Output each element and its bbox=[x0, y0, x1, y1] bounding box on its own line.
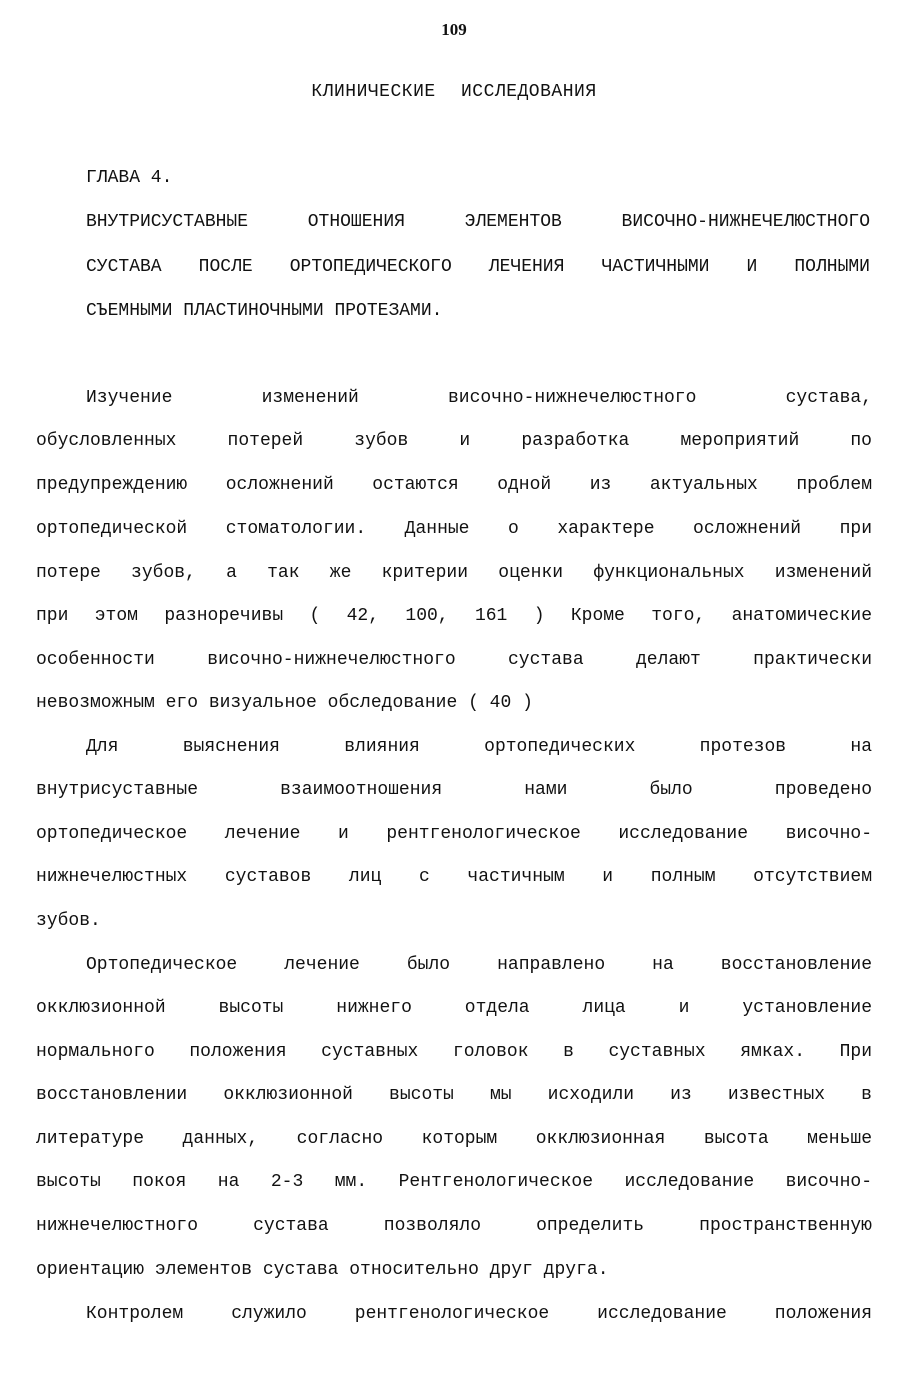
paragraph-line: Контролем служило рентгенологическое исследование положения bbox=[86, 1304, 872, 1324]
chapter-title-line: СЪЕМНЫМИ ПЛАСТИНОЧНЫМИ ПРОТЕЗАМИ. bbox=[86, 301, 443, 321]
paragraph-line: Изучение изменений височно-нижнечелюстного сустава, bbox=[86, 388, 872, 408]
chapter-label: ГЛАВА 4. bbox=[86, 168, 173, 188]
paragraph-line: особенности височно-нижнечелюстного сустава делают практически bbox=[36, 650, 872, 670]
paragraph-line: ортопедическое лечение и рентгенологическое исследование височно- bbox=[36, 824, 872, 844]
page-number: 109 bbox=[441, 20, 467, 39]
paragraph-line: нижнечелюстных суставов лиц с частичным и полным отсутствием bbox=[36, 867, 872, 887]
paragraph-line: высоты покоя на 2-3 мм. Рентгенологическое исследование височно- bbox=[36, 1172, 872, 1192]
paragraph-line: нижнечелюстного сустава позволяло определить пространственную bbox=[36, 1216, 872, 1236]
paragraph-line: предупреждению осложнений остаются одной из актуальных проблем bbox=[36, 475, 872, 495]
paragraph-line: потере зубов, а так же критерии оценки функциональных изменений bbox=[36, 563, 872, 583]
paragraph-line: Ортопедическое лечение было направлено на восстановление bbox=[86, 955, 872, 975]
paragraph-line: нормального положения суставных головок в суставных ямках. При bbox=[36, 1042, 872, 1062]
paragraph-line: обусловленных потерей зубов и разработка мероприятий по bbox=[36, 431, 872, 451]
paragraph-line: восстановлении окклюзионной высоты мы исходили из известных в bbox=[36, 1085, 872, 1105]
paragraph-line: ортопедической стоматологии. Данные о характере осложнений при bbox=[36, 519, 872, 539]
paragraph-line: при этом разноречивы ( 42, 100, 161 ) Кроме того, анатомические bbox=[36, 606, 872, 626]
section-title: КЛИНИЧЕСКИЕ ИССЛЕДОВАНИЯ bbox=[311, 82, 597, 102]
paragraph-line: Для выяснения влияния ортопедических протезов на bbox=[86, 737, 872, 757]
paragraph-line: литературе данных, согласно которым окклюзионная высота меньше bbox=[36, 1129, 872, 1149]
paragraph-line: зубов. bbox=[36, 911, 101, 931]
paragraph-line: внутрисуставные взаимоотношения нами было проведено bbox=[36, 780, 872, 800]
paragraph-line: невозможным его визуальное обследование ( 40 ) bbox=[36, 693, 533, 713]
chapter-title-line: СУСТАВА ПОСЛЕ ОРТОПЕДИЧЕСКОГО ЛЕЧЕНИЯ ЧАСТИЧНЫМИ И ПОЛНЫМИ bbox=[86, 257, 870, 277]
chapter-title-line: ВНУТРИСУСТАВНЫЕ ОТНОШЕНИЯ ЭЛЕМЕНТОВ ВИСОЧНО-НИЖНЕЧЕЛЮСТНОГО bbox=[86, 212, 870, 232]
paragraph-line: ориентацию элементов сустава относительно друг друга. bbox=[36, 1260, 609, 1280]
paragraph-line: окклюзионной высоты нижнего отдела лица и установление bbox=[36, 998, 872, 1018]
